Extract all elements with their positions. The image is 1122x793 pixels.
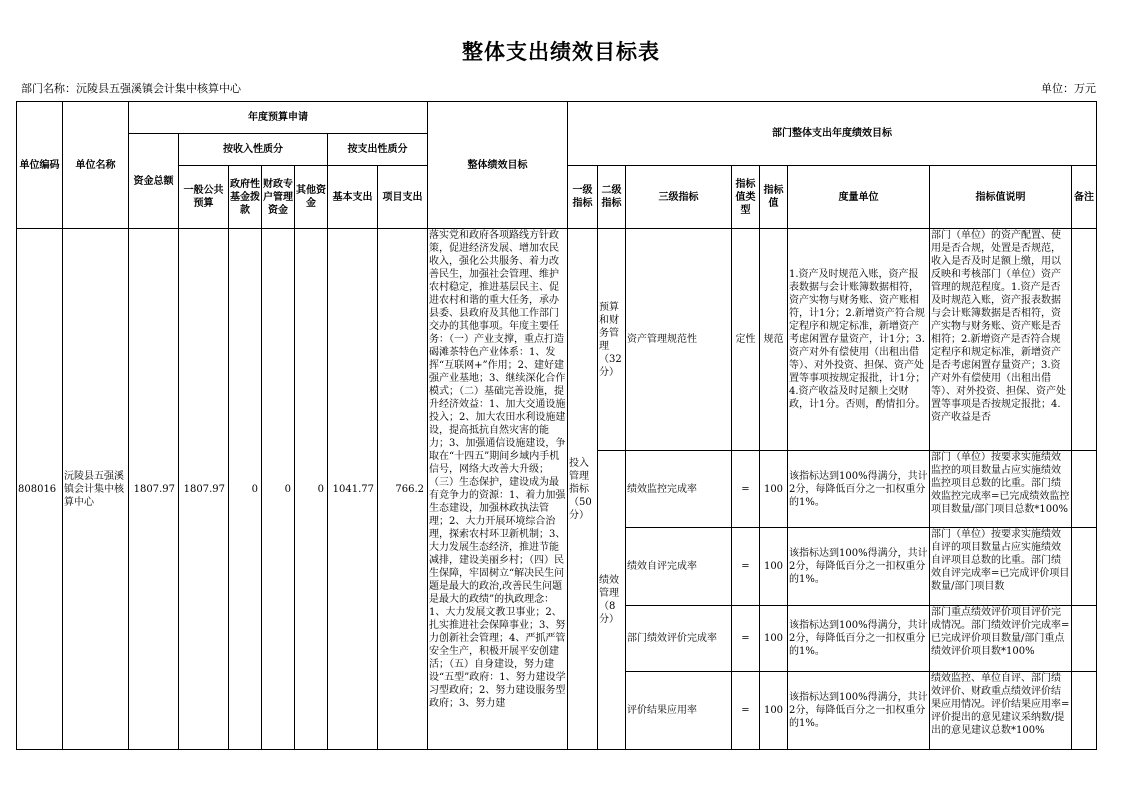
measure-text: 1.资产及时规范入账，资产报表数据与会计账簿数据相符，资产实物与财务账、资产账相符，计1分；2.新增资产符合规定程序和规定标准，新增资产考虑闲置存量资产，计1分；3.资产对外有偿使用（出租出借等）、对外投资、担保、资产处置等事项按规定报批，计1分；4.资产收益及时足额上交财政，计1分。否则，酌情扣分。 [789,269,926,410]
header-annual-budget: 年度预算申请 [129,102,428,134]
header-general-budget: 一般公共预算 [179,166,229,229]
measure-cell: 该指标达到100%得满分，共计2分，每降低百分之一扣权重分的1%。 [788,606,930,672]
header-other-funds: 其他资金 [295,166,328,229]
remark-cell [1072,528,1097,606]
level3-cell: 绩效监控完成率 [626,451,732,528]
total-funds-cell: 1807.97 [129,229,179,750]
value-type-cell: = [732,672,760,750]
header-measure-unit: 度量单位 [788,166,930,229]
project-expense-cell: 766.2 [378,229,428,750]
level2-cell: 预算和财务管理（32分） [598,229,626,451]
currency-unit: 单位：万元 [1041,82,1096,95]
value-cell: 100 [760,672,788,750]
remark-cell [1072,229,1097,451]
level3-cell: 资产管理规范性 [626,229,732,451]
value-cell: 100 [760,451,788,528]
performance-table [16,101,1097,750]
header-remark: 备注 [1072,166,1097,229]
value-desc-text: 绩效监控、单位自评、部门绩效评价、财政重点绩效评价结果应用情况。评价结果应用率=评价提出的意见建议采纳数/提出的意见建议总数*100% [931,673,1070,736]
level1-cell: 投入管理指标（50分） [568,229,598,750]
basic-expense-cell: 1041.77 [328,229,378,750]
level2-cell: 绩效管理（8分） [598,451,626,750]
value-desc-cell [930,606,1072,672]
header-unit-name: 单位名称 [63,102,129,229]
header-value-type: 指标值类型 [732,166,760,229]
measure-cell: 该指标达到100%得满分，共计2分，每降低百分之一扣权重分的1%。 [788,528,930,606]
measure-cell: 该指标达到100%得满分，共计2分，每降低百分之一扣权重分的1%。 [788,451,930,528]
measure-cell: 该指标达到100%得满分，共计2分，每降低百分之一扣权重分的1%。 [788,672,930,750]
department-name: 部门名称：沅陵县五强溪镇会计集中核算中心 [21,82,241,95]
measure-cell [788,229,930,451]
general-budget-cell: 1807.97 [179,229,229,750]
level3-cell: 绩效自评完成率 [626,528,732,606]
value-type-cell: = [732,451,760,528]
remark-cell [1072,451,1097,528]
gov-fund-cell: 0 [229,229,262,750]
header-value-desc: 指标值说明 [930,166,1072,229]
value-desc-text: 部门（单位）按要求实施绩效监控的项目数量占应实施绩效监控项目总数的比重。部门绩效监控完成率=已完成绩效监控项目数量/部门项目总数*100% [931,452,1070,515]
page-title: 整体支出绩效目标表 [462,40,660,64]
value-cell: 规范 [760,229,788,451]
value-cell: 100 [760,528,788,606]
value-desc-cell [930,672,1072,750]
value-desc-text: 部门（单位）按要求实施绩效自评的项目数量占应实施绩效自评项目总数的比重。部门绩效自评完成率=已完成评价项目数量/部门项目数 [931,529,1070,592]
header-fiscal-special: 财政专户管理资金 [262,166,295,229]
value-desc-cell [930,451,1072,528]
value-desc-text: 部门重点绩效评价项目评价完成情况。部门绩效评价完成率=已完成评价项目数量/部门重点绩效评价项目数*100% [931,607,1070,657]
value-type-cell: = [732,528,760,606]
header-gov-fund: 政府性基金拨款 [229,166,262,229]
other-funds-cell: 0 [295,229,328,750]
level3-cell: 评价结果应用率 [626,672,732,750]
overall-goal-cell [428,229,568,750]
value-desc-cell [930,528,1072,606]
overall-goal-text: 落实党和政府各项路线方针政策，促进经济发展、增加农民收入，强化公共服务、着力改善民生，加强社会管理、维护农村稳定，推进基层民主、促进农村和谐的重大任务，承办县委、县政府及其他工作部门交办的其他事项。年度主要任务：（一）产业支撑，重点打造碣滩茶特色产业体系：1、发挥“互联网+”作用；2、建好建强产业基地；3、继续深化合作模式；（二）基础完善设施，提升经济效益：1、加大交通设施投入；2、加大农田水利设施建设，提高抵抗自然灾害的能力；3、加强通信设施建设，争取在“十四五”期间乡域内手机信号，网络大改善大升级；（三）生态保护，建设成为最有竞争力的资源：1、着力加强生态建设，加强林政执法管理；2、大力开展环境综合治理，探索农村环卫新机制；3、大力发展生态经济，推进节能减排，建设美丽乡村；（四）民生保障，牢固树立“解决民生问题是最大的政治,改善民生问题是最大的政绩”的执政理念：1、大力发展文教卫事业；2、扎实推进社会保障事业；3、努力创新社会管理；4、严抓严管安全生产，积极开展平安创建活；（五）自身建设，努力建设“五型”政府：1、努力建设学习型政府；2、努力建设服务型政府；3、努力建 [429,230,566,709]
unit-name-cell: 沅陵县五强溪镇会计集中核算中心 [63,229,129,750]
header-level3: 三级指标 [626,166,732,229]
remark-cell [1072,672,1097,750]
level3-cell: 部门绩效评价完成率 [626,606,732,672]
header-dept-goal: 部门整体支出年度绩效目标 [568,102,1097,166]
value-type-cell: 定性 [732,229,760,451]
header-by-income: 按收入性质分 [179,134,328,166]
value-cell: 100 [760,606,788,672]
header-value: 指标值 [760,166,788,229]
header-unit-code: 单位编码 [17,102,63,229]
unit-code-cell: 808016 [17,229,63,750]
value-desc-text: 部门（单位）的资产配置、使用是否合规，处置是否规范，收入是否及时足额上缴，用以反映和考核部门（单位）资产管理的规范程度。1.资产是否及时规范入账，资产报表数据与会计账簿数据是否相符，资产实物与财务账、资产账是否相符；2.新增资产是否符合规定程序和规定标准，新增资产是否考虑闲置存量资产；3.资产对外有偿使用（出租出借等）、对外投资、担保、资产处置等事项是否按规定报批；4.资产收益是否 [931,230,1066,423]
header-overall-goal: 整体绩效目标 [428,102,568,229]
value-type-cell: = [732,606,760,672]
header-basic-expense: 基本支出 [328,166,378,229]
header-project-expense: 项目支出 [378,166,428,229]
value-desc-cell [930,229,1072,451]
header-total-funds: 资金总额 [129,134,179,229]
fiscal-special-cell: 0 [262,229,295,750]
remark-cell [1072,606,1097,672]
header-level1: 一级指标 [568,166,598,229]
header-level2: 二级指标 [598,166,626,229]
header-by-expense: 按支出性质分 [328,134,428,166]
